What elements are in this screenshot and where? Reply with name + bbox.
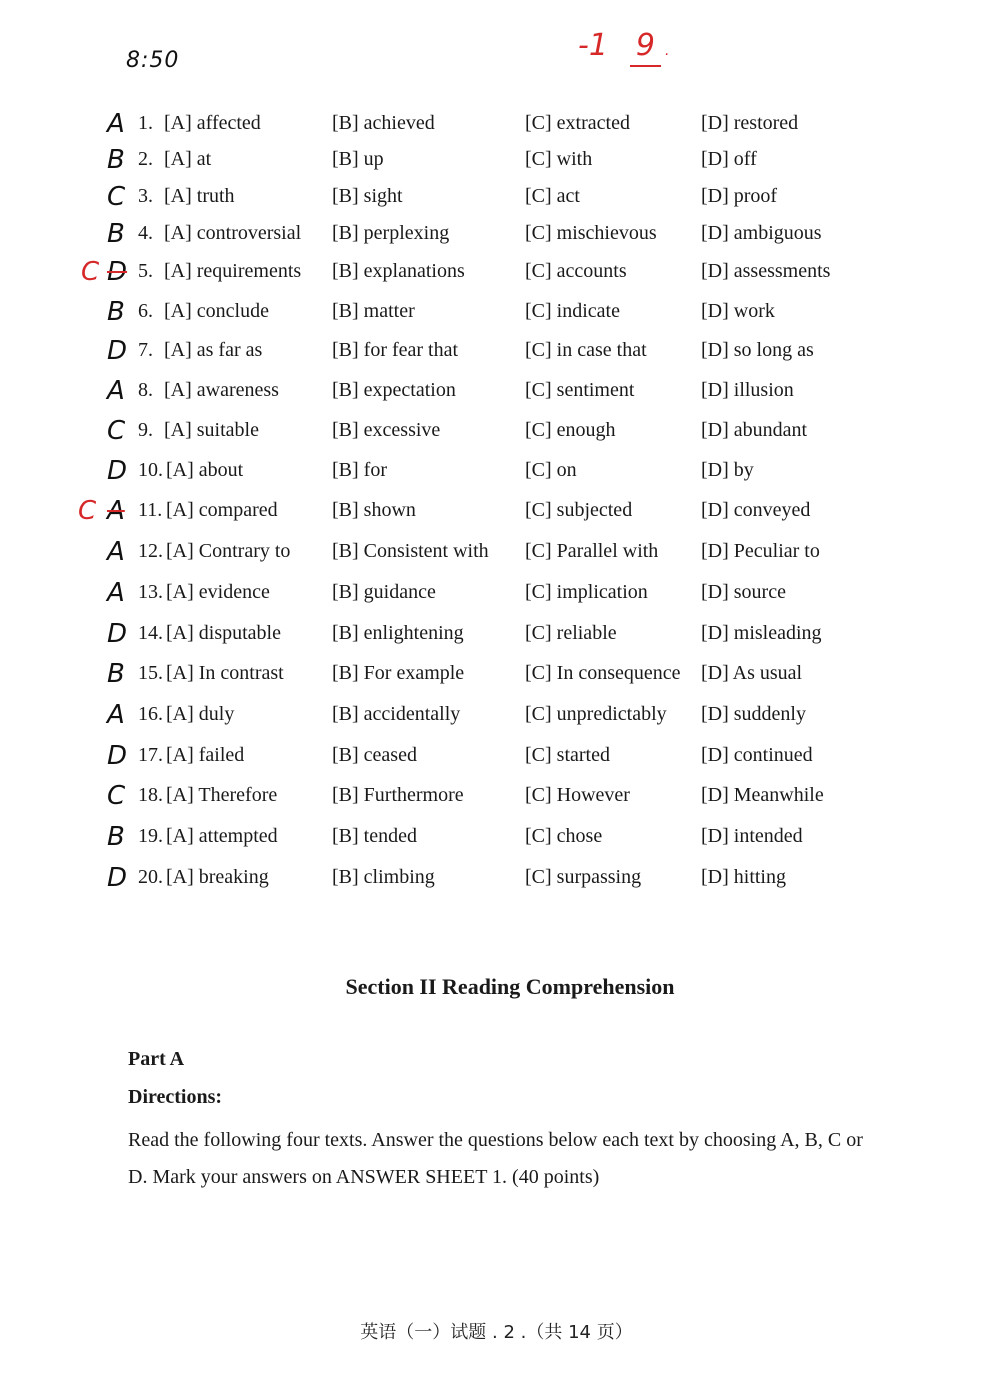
option-d: [D] continued (701, 744, 813, 766)
option-d: [D] restored (701, 112, 799, 134)
question-number: 10. (138, 459, 163, 481)
option-b: [B] ceased (332, 744, 417, 766)
option-d: [D] Peculiar to (701, 540, 820, 562)
option-c: [C] started (525, 744, 610, 766)
score-dot: . (665, 43, 670, 59)
question-row (0, 297, 993, 330)
option-d: [D] ambiguous (701, 222, 822, 244)
option-a: [A] failed (166, 744, 245, 766)
correction-mark: C (81, 257, 100, 287)
question-row (0, 145, 993, 178)
option-d: [D] off (701, 148, 757, 170)
answer-mark: A (107, 578, 125, 608)
handwritten-time: 8:50 (126, 48, 180, 73)
answer-mark: C (107, 416, 126, 446)
answer-mark: C (107, 182, 126, 212)
score-deduction: -1 (578, 28, 608, 63)
option-a: [A] controversial (164, 222, 302, 244)
option-c: [C] surpassing (525, 866, 642, 888)
option-d: [D] As usual (701, 662, 803, 684)
question-number: 2. (138, 148, 153, 170)
option-d: [D] intended (701, 825, 803, 847)
question-number: 11. (138, 499, 163, 521)
option-b: [B] shown (332, 499, 416, 521)
option-b: [B] Furthermore (332, 784, 464, 806)
option-b: [B] guidance (332, 581, 436, 603)
option-d: [D] illusion (701, 379, 794, 401)
option-d: [D] abundant (701, 419, 808, 441)
option-c: [C] reliable (525, 622, 617, 644)
option-b: [B] sight (332, 185, 403, 207)
option-a: [A] Therefore (166, 784, 278, 806)
option-b: [B] excessive (332, 419, 441, 441)
question-row (0, 741, 993, 774)
answer-mark: B (107, 297, 125, 327)
option-c: [C] indicate (525, 300, 620, 322)
answer-mark: B (107, 822, 125, 852)
option-c: [C] subjected (525, 499, 633, 521)
option-d: [D] so long as (701, 339, 814, 361)
option-b: [B] explanations (332, 260, 465, 282)
option-a: [A] as far as (164, 339, 263, 361)
handwritten-score (578, 28, 669, 67)
question-row (0, 219, 993, 252)
question-number: 5. (138, 260, 153, 282)
question-row (0, 416, 993, 449)
answer-mark: A (107, 376, 125, 406)
answer-mark: A (107, 496, 125, 526)
section-title: Section II Reading Comprehension (345, 974, 675, 999)
answer-mark: A (107, 537, 125, 567)
question-number: 4. (138, 222, 153, 244)
option-b: [B] perplexing (332, 222, 450, 244)
option-a: [A] compared (166, 499, 278, 521)
option-c: [C] in case that (525, 339, 647, 361)
answer-mark: D (107, 741, 128, 771)
question-number: 20. (138, 866, 163, 888)
option-a: [A] awareness (164, 379, 279, 401)
option-a: [A] about (166, 459, 244, 481)
option-a: [A] disputable (166, 622, 281, 644)
option-b: [B] accidentally (332, 703, 461, 725)
question-row (0, 109, 993, 142)
option-b: [B] achieved (332, 112, 435, 134)
option-b: [B] For example (332, 662, 465, 684)
option-d: [D] assessments (701, 260, 831, 282)
option-b: [B] expectation (332, 379, 456, 401)
option-c: [C] mischievous (525, 222, 657, 244)
question-row (0, 700, 993, 733)
question-row (0, 619, 993, 652)
option-a: [A] duly (166, 703, 235, 725)
score-value: 9 (630, 28, 661, 67)
option-c: [C] on (525, 459, 577, 481)
option-c: [C] with (525, 148, 593, 170)
option-a: [A] breaking (166, 866, 269, 888)
option-d: [D] suddenly (701, 703, 806, 725)
directions-label: Directions: (128, 1086, 223, 1108)
question-number: 13. (138, 581, 163, 603)
answer-mark: B (107, 219, 125, 249)
question-number: 18. (138, 784, 163, 806)
option-d: [D] hitting (701, 866, 786, 888)
option-a: [A] truth (164, 185, 235, 207)
part-heading: Part A (128, 1048, 185, 1070)
option-c: [C] Parallel with (525, 540, 659, 562)
answer-mark: A (107, 109, 125, 139)
option-c: [C] chose (525, 825, 603, 847)
question-number: 7. (138, 339, 153, 361)
option-c: [C] However (525, 784, 630, 806)
answer-mark: D (107, 257, 128, 287)
question-number: 16. (138, 703, 163, 725)
question-row (0, 822, 993, 855)
option-b: [B] tended (332, 825, 417, 847)
answer-mark: D (107, 863, 128, 893)
question-row (0, 257, 993, 290)
answer-mark: D (107, 456, 128, 486)
question-row (0, 456, 993, 489)
option-a: [A] at (164, 148, 212, 170)
option-b: [B] climbing (332, 866, 435, 888)
option-d: [D] Meanwhile (701, 784, 824, 806)
directions-text: Read the following four texts. Answer the questions below each text by choosing A, B, C or D. Mark your answers on ANSWER SHEET 1. (40 points) (128, 1129, 863, 1188)
option-b: [B] enlightening (332, 622, 464, 644)
question-number: 19. (138, 825, 163, 847)
option-a: [A] conclude (164, 300, 269, 322)
option-b: [B] for fear that (332, 339, 459, 361)
question-row (0, 336, 993, 369)
question-number: 6. (138, 300, 153, 322)
option-d: [D] misleading (701, 622, 822, 644)
option-a: [A] requirements (164, 260, 302, 282)
question-number: 14. (138, 622, 163, 644)
question-row (0, 182, 993, 215)
question-row (0, 781, 993, 814)
answer-mark: B (107, 145, 125, 175)
answer-mark: D (107, 619, 128, 649)
option-c: [C] extracted (525, 112, 630, 134)
answer-mark: B (107, 659, 125, 689)
answer-mark: A (107, 700, 125, 730)
option-c: [C] unpredictably (525, 703, 667, 725)
question-row (0, 376, 993, 409)
question-row (0, 496, 993, 529)
question-number: 1. (138, 112, 153, 134)
question-number: 3. (138, 185, 153, 207)
option-d: [D] by (701, 459, 754, 481)
option-a: [A] evidence (166, 581, 270, 603)
option-c: [C] enough (525, 419, 616, 441)
option-a: [A] Contrary to (166, 540, 291, 562)
question-number: 9. (138, 419, 153, 441)
question-number: 15. (138, 662, 163, 684)
option-d: [D] proof (701, 185, 778, 207)
question-number: 8. (138, 379, 153, 401)
question-row (0, 659, 993, 692)
option-d: [D] source (701, 581, 786, 603)
option-d: [D] conveyed (701, 499, 811, 521)
option-c: [C] accounts (525, 260, 627, 282)
option-a: [A] In contrast (166, 662, 284, 684)
option-b: [B] matter (332, 300, 415, 322)
option-d: [D] work (701, 300, 775, 322)
page-footer: 英语（一）试题 . 2 .（共 14 页） (360, 1322, 633, 1343)
option-b: [B] for (332, 459, 387, 481)
question-number: 17. (138, 744, 163, 766)
option-c: [C] act (525, 185, 580, 207)
option-c: [C] implication (525, 581, 648, 603)
correction-mark: C (78, 496, 97, 526)
option-b: [B] up (332, 148, 384, 170)
answer-mark: C (107, 781, 126, 811)
answer-mark: D (107, 336, 128, 366)
question-row (0, 537, 993, 570)
question-row (0, 863, 993, 896)
option-a: [A] suitable (164, 419, 259, 441)
question-row (0, 578, 993, 611)
option-b: [B] Consistent with (332, 540, 489, 562)
option-c: [C] In consequence (525, 662, 681, 684)
option-a: [A] attempted (166, 825, 278, 847)
option-c: [C] sentiment (525, 379, 635, 401)
option-a: [A] affected (164, 112, 261, 134)
question-number: 12. (138, 540, 163, 562)
